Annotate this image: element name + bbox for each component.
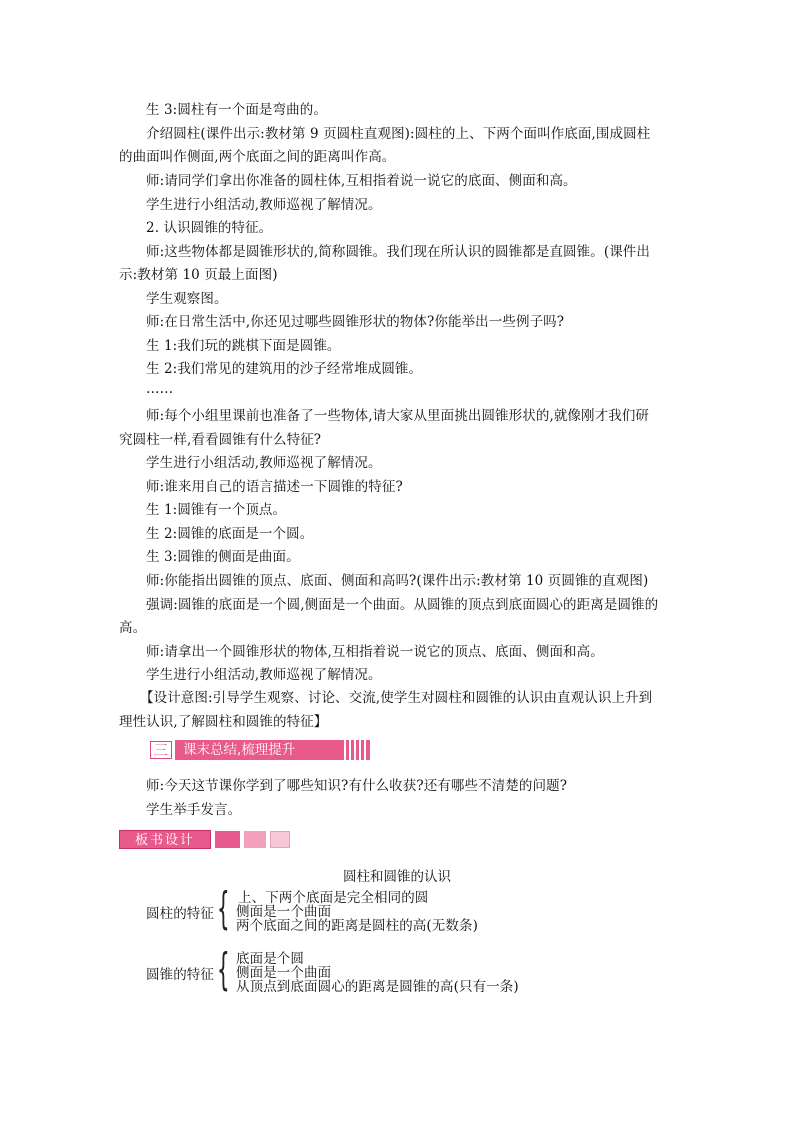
text-line: 师:这些物体都是圆锥形状的,简称圆锥。我们现在所认识的圆锥都是直圆锥。(课件出 bbox=[146, 244, 651, 260]
text-line: 强调:圆锥的底面是一个圆,侧面是一个曲面。从圆锥的顶点到底面圆心的距离是圆锥的 bbox=[146, 597, 659, 613]
text-line: 介绍圆柱(课件出示:教材第 9 页圆柱直观图):圆柱的上、下两个面叫作底面,围成圆柱 bbox=[146, 126, 651, 142]
text-line: 学生进行小组活动,教师巡视了解情况。 bbox=[146, 667, 382, 683]
text-line: 师:请拿出一个圆锥形状的物体,互相指着说一说它的顶点、底面、侧面和高。 bbox=[146, 644, 604, 660]
section-title-bar bbox=[175, 740, 370, 760]
brace-icon: { bbox=[217, 883, 230, 934]
text-line: 师:请同学们拿出你准备的圆柱体,互相指着说一说它的底面、侧面和高。 bbox=[146, 173, 577, 189]
text-line: 究圆柱一样,看看圆锥有什么特征? bbox=[119, 432, 322, 448]
cylinder-feature: 两个底面之间的距离是圆柱的高(无数条) bbox=[236, 918, 478, 934]
design-intent: 理性认识,了解圆柱和圆锥的特征】 bbox=[119, 714, 328, 730]
ellipsis: …… bbox=[146, 381, 174, 397]
text-line: 师:你能指出圆锥的顶点、底面、侧面和高吗?(课件出示:教材第 10 页圆锥的直观图) bbox=[146, 573, 649, 589]
decorative-stripes bbox=[344, 740, 366, 760]
brace-icon: { bbox=[217, 944, 230, 995]
text-line: 师:在日常生活中,你还见过哪些圆锥形状的物体?你能举出一些例子吗? bbox=[146, 314, 565, 330]
text-line: 生 3:圆柱有一个面是弯曲的。 bbox=[146, 102, 327, 118]
cylinder-label: 圆柱的特征 bbox=[146, 906, 214, 922]
subheading: 2. 认识圆锥的特征。 bbox=[146, 220, 273, 236]
section-number: 三 bbox=[150, 741, 172, 759]
cone-feature: 底面是个圆 bbox=[236, 951, 304, 967]
text-line: 师:今天这节课你学到了哪些知识?有什么收获?还有哪些不清楚的问题? bbox=[146, 778, 568, 794]
board-title: 圆柱和圆锥的认识 bbox=[343, 869, 451, 885]
decorative-square bbox=[215, 831, 240, 848]
text-line: 学生观察图。 bbox=[146, 291, 228, 307]
design-intent: 【设计意图:引导学生观察、讨论、交流,使学生对圆柱和圆锥的认识由直观认识上升到 bbox=[140, 690, 653, 706]
text-line: 的曲面叫作侧面,两个底面之间的距离叫作高。 bbox=[119, 149, 396, 165]
decorative-square bbox=[244, 831, 266, 848]
board-design-banner bbox=[119, 830, 290, 849]
section-header bbox=[150, 740, 370, 760]
section-title: 课末总结,梳理提升 bbox=[183, 742, 296, 758]
text-line: 生 1:我们玩的跳棋下面是圆锥。 bbox=[146, 338, 341, 354]
text-line: 师:谁来用自己的语言描述一下圆锥的特征? bbox=[146, 479, 403, 495]
cone-feature: 从顶点到底面圆心的距离是圆锥的高(只有一条) bbox=[236, 979, 519, 995]
text-line: 生 1:圆锥有一个顶点。 bbox=[146, 502, 287, 518]
text-line: 学生进行小组活动,教师巡视了解情况。 bbox=[146, 197, 382, 213]
cylinder-feature: 侧面是一个曲面 bbox=[236, 904, 332, 920]
text-line: 生 3:圆锥的侧面是曲面。 bbox=[146, 549, 300, 565]
text-line: 示:教材第 10 页最上面图) bbox=[119, 267, 278, 283]
text-line: 学生举手发言。 bbox=[146, 802, 242, 818]
cone-label: 圆锥的特征 bbox=[146, 967, 214, 983]
text-line: 高。 bbox=[119, 620, 147, 636]
text-line: 师:每个小组里课前也准备了一些物体,请大家从里面挑出圆锥形状的,就像刚才我们研 bbox=[146, 408, 650, 424]
text-line: 生 2:我们常见的建筑用的沙子经常堆成圆锥。 bbox=[146, 361, 423, 377]
text-line: 生 2:圆锥的底面是一个圆。 bbox=[146, 526, 314, 542]
cone-feature: 侧面是一个曲面 bbox=[236, 965, 332, 981]
cylinder-feature: 上、下两个底面是完全相同的圆 bbox=[238, 890, 429, 906]
decorative-square bbox=[270, 831, 290, 848]
board-design-tag: 板书设计 bbox=[119, 830, 211, 849]
text-line: 学生进行小组活动,教师巡视了解情况。 bbox=[146, 455, 382, 471]
